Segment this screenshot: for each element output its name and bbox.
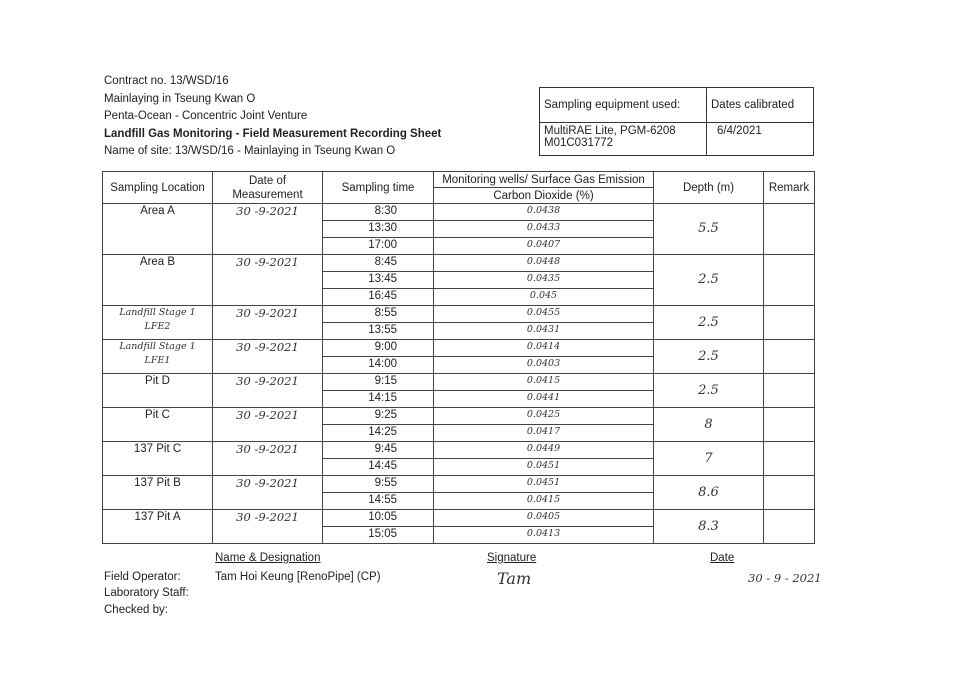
- time-cell: 9:00: [323, 340, 434, 357]
- remark-cell: [764, 408, 815, 442]
- table-row: [103, 510, 815, 527]
- co2-cell: 0.0415: [434, 374, 654, 391]
- time-cell: 9:15: [323, 374, 434, 391]
- col-remark: Remark: [764, 172, 815, 204]
- depth-cell: 8.6: [654, 476, 764, 510]
- depth-cell: 2.5: [654, 255, 764, 306]
- time-cell: 14:25: [323, 425, 434, 442]
- time-cell: 10:05: [323, 510, 434, 527]
- co2-cell: 0.0449: [434, 442, 654, 459]
- time-cell: 14:15: [323, 391, 434, 408]
- col-emission: Monitoring wells/ Surface Gas Emission: [434, 172, 654, 188]
- co2-cell: 0.0413: [434, 527, 654, 544]
- location-cell: 137 Pit A: [103, 510, 213, 544]
- time-cell: 14:00: [323, 357, 434, 374]
- time-cell: 9:25: [323, 408, 434, 425]
- co2-cell: 0.0425: [434, 408, 654, 425]
- remark-cell: [764, 510, 815, 544]
- remark-cell: [764, 204, 815, 255]
- depth-cell: 8.3: [654, 510, 764, 544]
- measurement-table: [102, 171, 815, 544]
- date-cell: 30 -9-2021: [213, 476, 323, 493]
- depth-cell: 7: [654, 442, 764, 476]
- col-sampling-time: Sampling time: [323, 172, 434, 204]
- date-cell-empty: [213, 289, 323, 306]
- time-cell: 13:30: [323, 221, 434, 238]
- equipment-header: Sampling equipment used:: [540, 88, 707, 123]
- location-cell: Pit C: [103, 408, 213, 442]
- device-serial: M01C031772: [544, 137, 614, 149]
- depth-cell: 2.5: [654, 306, 764, 340]
- date-cell-empty: [213, 391, 323, 408]
- table-row: [103, 442, 815, 459]
- location-cell: 137 Pit C: [103, 442, 213, 476]
- date-cell: 30 -9-2021: [213, 442, 323, 459]
- co2-cell: 0.0433: [434, 221, 654, 238]
- time-cell: 16:45: [323, 289, 434, 306]
- calibration-header: Dates calibrated: [707, 88, 814, 123]
- project-name: Mainlaying in Tseung Kwan O: [104, 92, 256, 105]
- table-row: [103, 306, 815, 323]
- field-operator-name: Tam Hoi Keung [RenoPipe] (CP): [215, 571, 381, 583]
- date-cell: 30 -9-2021: [213, 374, 323, 391]
- time-cell: 8:45: [323, 255, 434, 272]
- date-cell-empty: [213, 527, 323, 544]
- date-cell: 30 -9-2021: [213, 340, 323, 357]
- co2-cell: 0.0435: [434, 272, 654, 289]
- depth-cell: 2.5: [654, 374, 764, 408]
- date-cell-empty: [213, 425, 323, 442]
- date-cell-empty: [213, 357, 323, 374]
- device-model: MultiRAE Lite, PGM-6208: [544, 125, 676, 137]
- date-cell: 30 -9-2021: [213, 255, 323, 272]
- time-cell: 15:05: [323, 527, 434, 544]
- sheet-title: Landfill Gas Monitoring - Field Measurement Recording Sheet: [104, 127, 442, 140]
- date-cell-empty: [213, 272, 323, 289]
- signature-header: Signature: [487, 552, 537, 564]
- time-cell: 14:45: [323, 459, 434, 476]
- location-cell: Landfill Stage 1 LFE1: [103, 340, 213, 374]
- location-cell: Landfill Stage 1 LFE2: [103, 306, 213, 340]
- time-cell: 8:30: [323, 204, 434, 221]
- co2-cell: 0.0407: [434, 238, 654, 255]
- remark-cell: [764, 340, 815, 374]
- field-operator-signature: Tam: [497, 569, 532, 588]
- time-cell: 13:45: [323, 272, 434, 289]
- calibration-date: [707, 123, 814, 156]
- location-cell: Area A: [103, 204, 213, 255]
- field-operator-date: 30 - 9 - 2021: [748, 571, 822, 585]
- equipment-device: [540, 123, 707, 156]
- co2-cell: 0.0455: [434, 306, 654, 323]
- time-cell: 9:55: [323, 476, 434, 493]
- table-row: [103, 255, 815, 272]
- col-sampling-location: Sampling Location: [103, 172, 213, 204]
- time-cell: 13:55: [323, 323, 434, 340]
- co2-cell: 0.045: [434, 289, 654, 306]
- co2-cell: 0.0403: [434, 357, 654, 374]
- date-cell-empty: [213, 323, 323, 340]
- co2-cell: 0.0415: [434, 493, 654, 510]
- location-cell: Area B: [103, 255, 213, 306]
- date-cell: 30 -9-2021: [213, 306, 323, 323]
- field-operator-label: Field Operator:: [104, 571, 181, 583]
- date-cell-empty: [213, 459, 323, 476]
- location-cell: 137 Pit B: [103, 476, 213, 510]
- depth-cell: 8: [654, 408, 764, 442]
- col-carbon-dioxide: Carbon Dioxide (%): [434, 188, 654, 204]
- remark-cell: [764, 255, 815, 306]
- date-cell-empty: [213, 221, 323, 238]
- co2-cell: 0.0451: [434, 459, 654, 476]
- remark-cell: [764, 306, 815, 340]
- time-cell: 9:45: [323, 442, 434, 459]
- name-designation-header: Name & Designation: [215, 552, 321, 564]
- contractor-name: Penta-Ocean - Concentric Joint Venture: [104, 110, 308, 122]
- table-row: [103, 408, 815, 425]
- co2-cell: 0.0438: [434, 204, 654, 221]
- equipment-table: [539, 87, 814, 156]
- location-cell: Pit D: [103, 374, 213, 408]
- document-header: [104, 73, 441, 161]
- co2-cell: 0.0431: [434, 323, 654, 340]
- table-row: [103, 476, 815, 493]
- date-cell: 30 -9-2021: [213, 204, 323, 221]
- col-date: Date of Measurement: [213, 172, 323, 204]
- remark-cell: [764, 374, 815, 408]
- site-name: Name of site: 13/WSD/16 - Mainlaying in Tseung Kwan O: [104, 145, 396, 157]
- co2-cell: 0.0441: [434, 391, 654, 408]
- remark-cell: [764, 476, 815, 510]
- co2-cell: 0.0451: [434, 476, 654, 493]
- co2-cell: 0.0414: [434, 340, 654, 357]
- contract-number: Contract no. 13/WSD/16: [104, 75, 229, 87]
- date-cell-empty: [213, 238, 323, 255]
- depth-cell: 5.5: [654, 204, 764, 255]
- depth-cell: 2.5: [654, 340, 764, 374]
- time-cell: 14:55: [323, 493, 434, 510]
- date-cell: 30 -9-2021: [213, 408, 323, 425]
- co2-cell: 0.0417: [434, 425, 654, 442]
- table-row: [103, 340, 815, 357]
- time-cell: 17:00: [323, 238, 434, 255]
- lab-staff-label: Laboratory Staff:: [104, 587, 189, 599]
- remark-cell: [764, 442, 815, 476]
- checked-by-label: Checked by:: [104, 604, 168, 616]
- co2-cell: 0.0448: [434, 255, 654, 272]
- time-cell: 8:55: [323, 306, 434, 323]
- calibration-date-value: 6/4/2021: [717, 125, 762, 137]
- date-header: Date: [710, 552, 735, 564]
- date-cell-empty: [213, 493, 323, 510]
- co2-cell: 0.0405: [434, 510, 654, 527]
- col-depth: Depth (m): [654, 172, 764, 204]
- date-cell: 30 -9-2021: [213, 510, 323, 527]
- table-row: [103, 374, 815, 391]
- table-row: [103, 204, 815, 221]
